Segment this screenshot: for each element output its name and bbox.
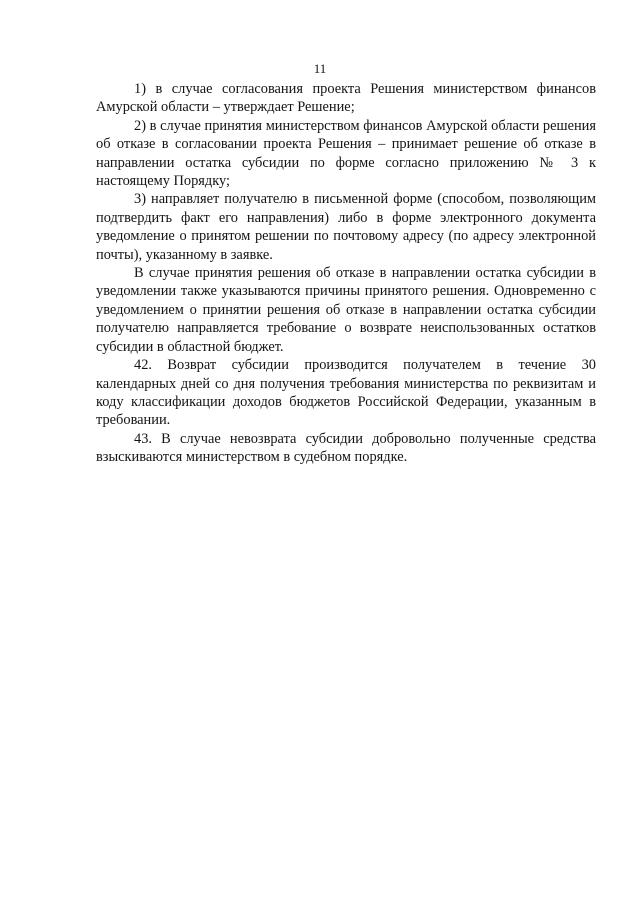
page-number: 11: [313, 61, 327, 76]
document-body: [96, 80, 596, 467]
paragraph-42-refund: 42. Возврат субсидии производится получателем в течение 30 календарных дней со дня получения требования министерства по реквизитам и коду классификации доходов бюджетов Российской Федерации, указанным в требовании.: [96, 357, 596, 429]
paragraph-43-court-recovery: 43. В случае невозврата субсидии добровольно полученные средства взыскиваются министерством в судебном порядке.: [96, 430, 596, 466]
paragraph-refusal-reasons: В случае принятия решения об отказе в направлении остатка субсидии в уведомлении также указываются причины принятого решения. Одновременно с уведомлением о принятии решения об отказе в направлении остатка субсидии получателю направляется требование о возврате неиспользованных остатков субсидии в областной бюджет.: [96, 265, 596, 355]
paragraph-item-3-notification: 3) направляет получателю в письменной форме (способом, позволяющим подтвердить факт его направления) либо в форме электронного документа уведомление о принятом решении по почтовому адресу (по адресу электронной почты), указанному в заявке.: [96, 191, 596, 263]
paragraph-item-1-approval: 1) в случае согласования проекта Решения министерством финансов Амурской области – утверждает Решение;: [96, 81, 596, 116]
paragraph-item-2-refusal: 2) в случае принятия министерством финансов Амурской области решения об отказе в согласовании проекта Решения – принимает решение об отказе в направлении остатка субсидии по форме согласно приложению № 3 к настоящему Порядку;: [96, 117, 596, 190]
